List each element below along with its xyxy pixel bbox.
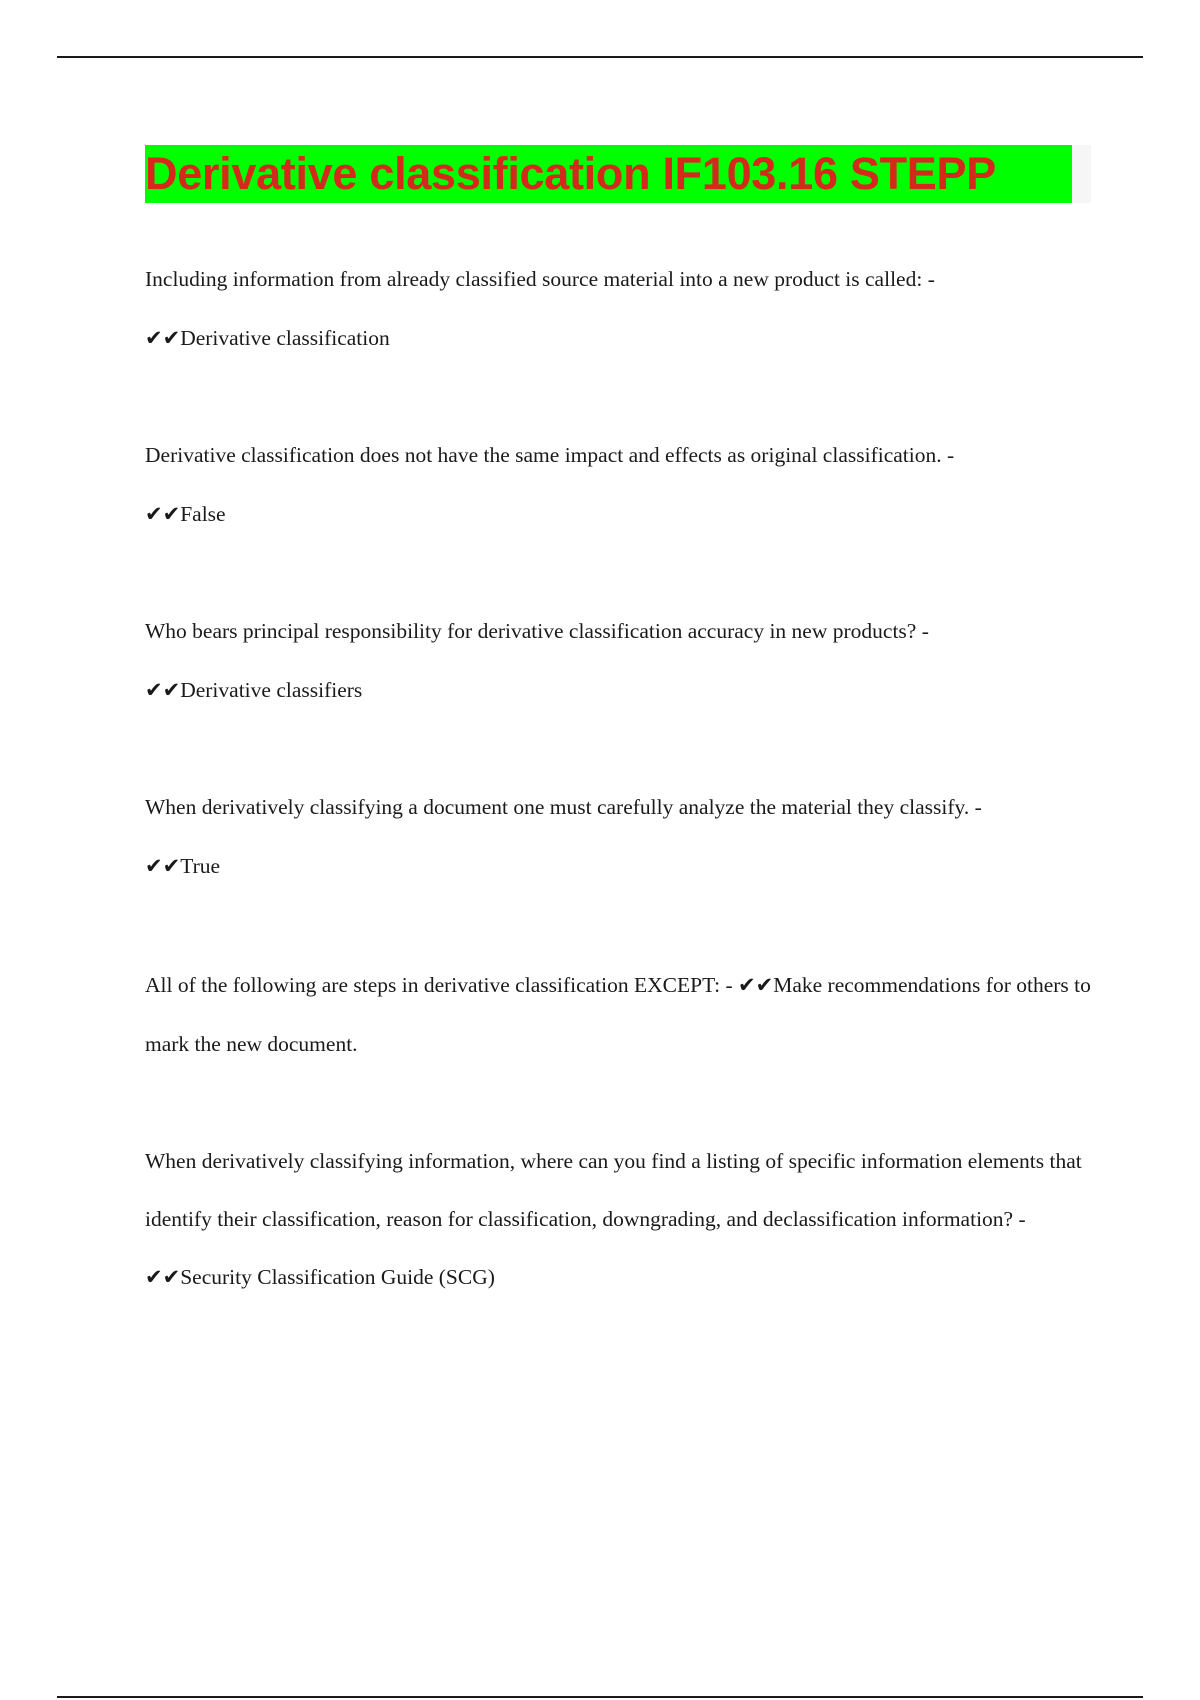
double-check-icon: ✔✔	[145, 1265, 181, 1289]
qa-item-5	[145, 956, 1095, 1074]
header-rule	[57, 56, 1143, 58]
title-block	[145, 145, 1091, 203]
question-text: Derivative classification does not have the same impact and effects as original classification. -	[145, 443, 955, 467]
double-check-icon: ✔✔	[145, 854, 181, 878]
question-text: Who bears principal responsibility for derivative classification accuracy in new products? -	[145, 619, 929, 643]
qa-list	[145, 250, 1095, 1306]
qa-item-1	[145, 250, 1095, 368]
question-text: When derivatively classifying a document one must carefully analyze the material they classify. -	[145, 795, 982, 819]
answer-text: Derivative classifiers	[180, 678, 363, 702]
question-text: Including information from already classified source material into a new product is called: -	[145, 267, 935, 291]
qa-item-2	[145, 426, 1095, 544]
document-title: Derivative classification IF103.16 STEPP	[145, 145, 1072, 203]
question-text: All of the following are steps in derivative classification EXCEPT: -	[145, 973, 733, 997]
answer-text: Derivative classification	[180, 326, 390, 350]
qa-item-3	[145, 602, 1095, 720]
qa-item-6	[145, 1132, 1095, 1306]
question-text: When derivatively classifying information, where can you find a listing of specific information elements that identify their classification, reason for classification, downgrading, and declassification information? -	[145, 1149, 1082, 1231]
answer-text: Make recommendations for others to mark the new document.	[145, 973, 1091, 1056]
answer-text: True	[180, 854, 221, 878]
double-check-icon: ✔✔	[145, 326, 181, 350]
double-check-icon: ✔✔	[145, 502, 181, 526]
double-check-icon: ✔✔	[738, 973, 774, 997]
qa-item-4	[145, 778, 1095, 896]
answer-text: False	[180, 502, 226, 526]
footer-rule	[57, 1696, 1143, 1698]
double-check-icon: ✔✔	[145, 678, 181, 702]
answer-text: Security Classification Guide (SCG)	[180, 1265, 495, 1289]
